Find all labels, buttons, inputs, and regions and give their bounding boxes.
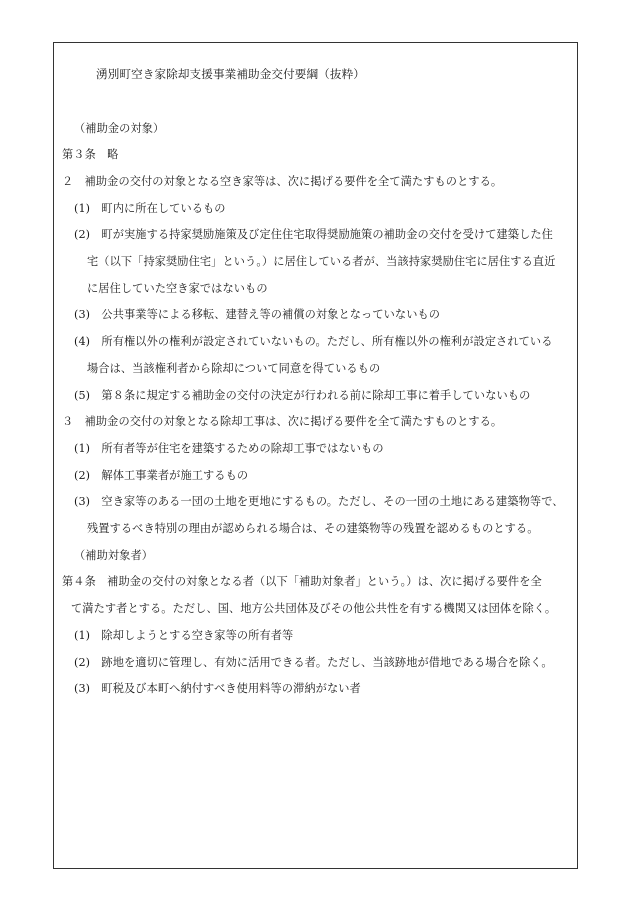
article-4: 第４条 補助金の交付の対象となる者（以下「補助対象者」という。）は、次に掲げる要件を全 — [62, 575, 542, 588]
item-4-2: (2) 跡地を適切に管理し、有効に活用できる者。ただし、当該跡地が借地である場合を除く。 — [74, 656, 553, 669]
item-2-2: (2) 町が実施する持家奨励施策及び定住住宅取得奨励施策の補助金の交付を受けて建築した住 — [74, 228, 553, 241]
item-4-3: (3) 町税及び本町へ納付すべき使用料等の滞納がない者 — [74, 682, 361, 695]
paragraph-3: ３ 補助金の交付の対象となる除却工事は、次に掲げる要件を全て満たすものとする。 — [62, 415, 503, 428]
item-2-5: (5) 第８条に規定する補助金の交付の決定が行われる前に除却工事に着手していないもの — [74, 389, 531, 402]
item-2-4-continued: 場合は、当該権利者から除却について同意を得ているもの — [87, 362, 381, 375]
item-3-3: (3) 空き家等のある一団の土地を更地にするもの。ただし、その一団の土地にある建築物等で、 — [74, 495, 564, 508]
item-2-1: (1) 町内に所在しているもの — [74, 202, 226, 215]
item-2-3: (3) 公共事業等による移転、建替え等の補償の対象となっていないもの — [74, 308, 441, 321]
item-2-2-continued: に居住していた空き家ではないもの — [87, 282, 268, 295]
paragraph-2: ２ 補助金の交付の対象となる空き家等は、次に掲げる要件を全て満たすものとする。 — [62, 175, 503, 188]
item-3-2: (2) 解体工事業者が施工するもの — [74, 469, 249, 482]
item-3-1: (1) 所有者等が住宅を建築するための除却工事ではないもの — [74, 442, 384, 455]
document-title: 湧別町空き家除却支援事業補助金交付要綱（抜粋） — [96, 67, 365, 81]
item-2-4: (4) 所有権以外の権利が設定されていないもの。ただし、所有権以外の権利が設定されている — [74, 335, 553, 348]
article-4-continued: て満たす者とする。ただし、国、地方公共団体及びその他公共性を有する機関又は団体を除く。 — [71, 602, 557, 615]
section-heading-subsidy-target: （補助金の対象） — [74, 122, 165, 135]
item-4-1: (1) 除却しようとする空き家等の所有者等 — [74, 629, 294, 642]
item-2-2-continued: 宅（以下「持家奨励住宅」という。）に居住している者が、当該持家奨励住宅に居住する直近 — [87, 255, 556, 268]
section-heading-eligible-persons: （補助対象者） — [74, 549, 154, 562]
item-3-3-continued: 残置するべき特別の理由が認められる場合は、その建築物等の残置を認めるものとする。 — [87, 522, 539, 535]
article-3-heading: 第３条 略 — [62, 148, 119, 161]
